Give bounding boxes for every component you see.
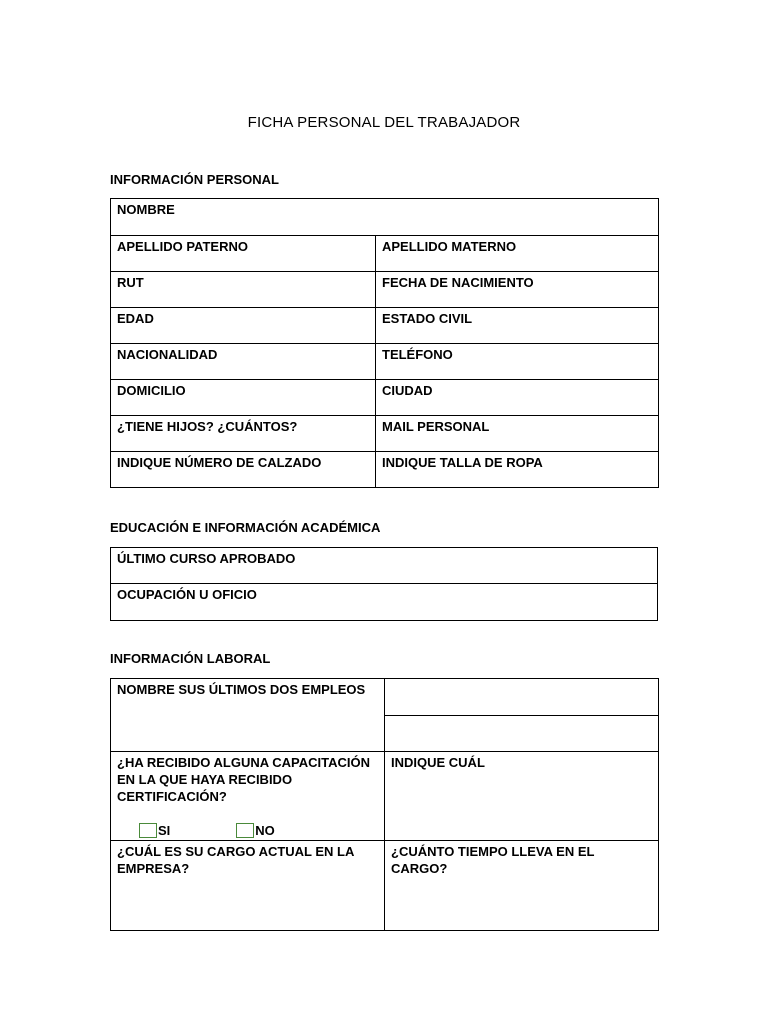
field-label: ¿TIENE HIJOS? ¿CUÁNTOS? bbox=[117, 419, 298, 434]
field-empleo-2[interactable] bbox=[385, 716, 659, 752]
field-label: OCUPACIÓN U OFICIO bbox=[117, 587, 257, 602]
field-apellido-paterno[interactable] bbox=[111, 236, 376, 272]
field-indique-cual[interactable] bbox=[385, 752, 659, 841]
field-apellido-materno[interactable] bbox=[376, 236, 659, 272]
section-heading-labor: INFORMACIÓN LABORAL bbox=[110, 651, 271, 666]
field-empleo-1[interactable] bbox=[385, 679, 659, 716]
field-nombre[interactable] bbox=[111, 199, 659, 236]
education-table bbox=[110, 547, 658, 621]
labor-table bbox=[110, 678, 659, 931]
no-checkbox[interactable] bbox=[236, 823, 254, 838]
field-label: APELLIDO PATERNO bbox=[117, 239, 248, 254]
field-estado-civil[interactable] bbox=[376, 308, 659, 344]
field-cargo-actual[interactable] bbox=[111, 841, 385, 931]
field-label: NOMBRE bbox=[117, 202, 175, 217]
field-label: ÚLTIMO CURSO APROBADO bbox=[117, 551, 296, 566]
field-edad[interactable] bbox=[111, 308, 376, 344]
field-nacionalidad[interactable] bbox=[111, 344, 376, 380]
field-talla-ropa[interactable] bbox=[376, 452, 659, 488]
field-capacitacion bbox=[111, 752, 385, 841]
field-label: APELLIDO MATERNO bbox=[382, 239, 517, 254]
field-label: NOMBRE SUS ÚLTIMOS DOS EMPLEOS bbox=[117, 682, 366, 697]
section-heading-personal: INFORMACIÓN PERSONAL bbox=[110, 172, 279, 187]
field-ciudad[interactable] bbox=[376, 380, 659, 416]
field-label: NACIONALIDAD bbox=[117, 347, 218, 362]
field-label: TELÉFONO bbox=[382, 347, 453, 362]
field-ultimos-empleos-label bbox=[111, 679, 385, 752]
section-heading-education: EDUCACIÓN E INFORMACIÓN ACADÉMICA bbox=[110, 520, 381, 535]
field-label: RUT bbox=[117, 275, 144, 290]
field-domicilio[interactable] bbox=[111, 380, 376, 416]
option-si bbox=[139, 823, 170, 838]
field-label: MAIL PERSONAL bbox=[382, 419, 490, 434]
no-label: NO bbox=[255, 823, 275, 838]
field-label: CIUDAD bbox=[382, 383, 433, 398]
field-rut[interactable] bbox=[111, 272, 376, 308]
field-label: FECHA DE NACIMIENTO bbox=[382, 275, 534, 290]
si-checkbox[interactable] bbox=[139, 823, 157, 838]
field-tiempo-cargo[interactable] bbox=[385, 841, 659, 931]
field-ultimo-curso[interactable] bbox=[111, 548, 658, 584]
si-label: SI bbox=[158, 823, 171, 838]
document-title: FICHA PERSONAL DEL TRABAJADOR bbox=[247, 114, 521, 131]
field-label: DOMICILIO bbox=[117, 383, 186, 398]
field-fecha-nacimiento[interactable] bbox=[376, 272, 659, 308]
field-label: ¿CUÁNTO TIEMPO LLEVA EN EL CARGO? bbox=[391, 844, 595, 876]
field-ocupacion[interactable] bbox=[111, 584, 658, 621]
field-mail[interactable] bbox=[376, 416, 659, 452]
capacitacion-options bbox=[139, 823, 275, 838]
option-no bbox=[236, 823, 275, 838]
personal-info-table bbox=[110, 198, 659, 488]
field-label: INDIQUE NÚMERO DE CALZADO bbox=[117, 455, 322, 470]
field-label: ESTADO CIVIL bbox=[382, 311, 473, 326]
field-label: INDIQUE TALLA DE ROPA bbox=[382, 455, 543, 470]
field-label: ¿CUÁL ES SU CARGO ACTUAL EN LA EMPRESA? bbox=[117, 844, 354, 876]
field-calzado[interactable] bbox=[111, 452, 376, 488]
field-hijos[interactable] bbox=[111, 416, 376, 452]
field-telefono[interactable] bbox=[376, 344, 659, 380]
field-label: INDIQUE CUÁL bbox=[391, 755, 485, 770]
field-label: ¿HA RECIBIDO ALGUNA CAPACITACIÓN EN LA QUE HAYA RECIBIDO CERTIFICACIÓN? bbox=[117, 755, 371, 804]
field-label: EDAD bbox=[117, 311, 154, 326]
